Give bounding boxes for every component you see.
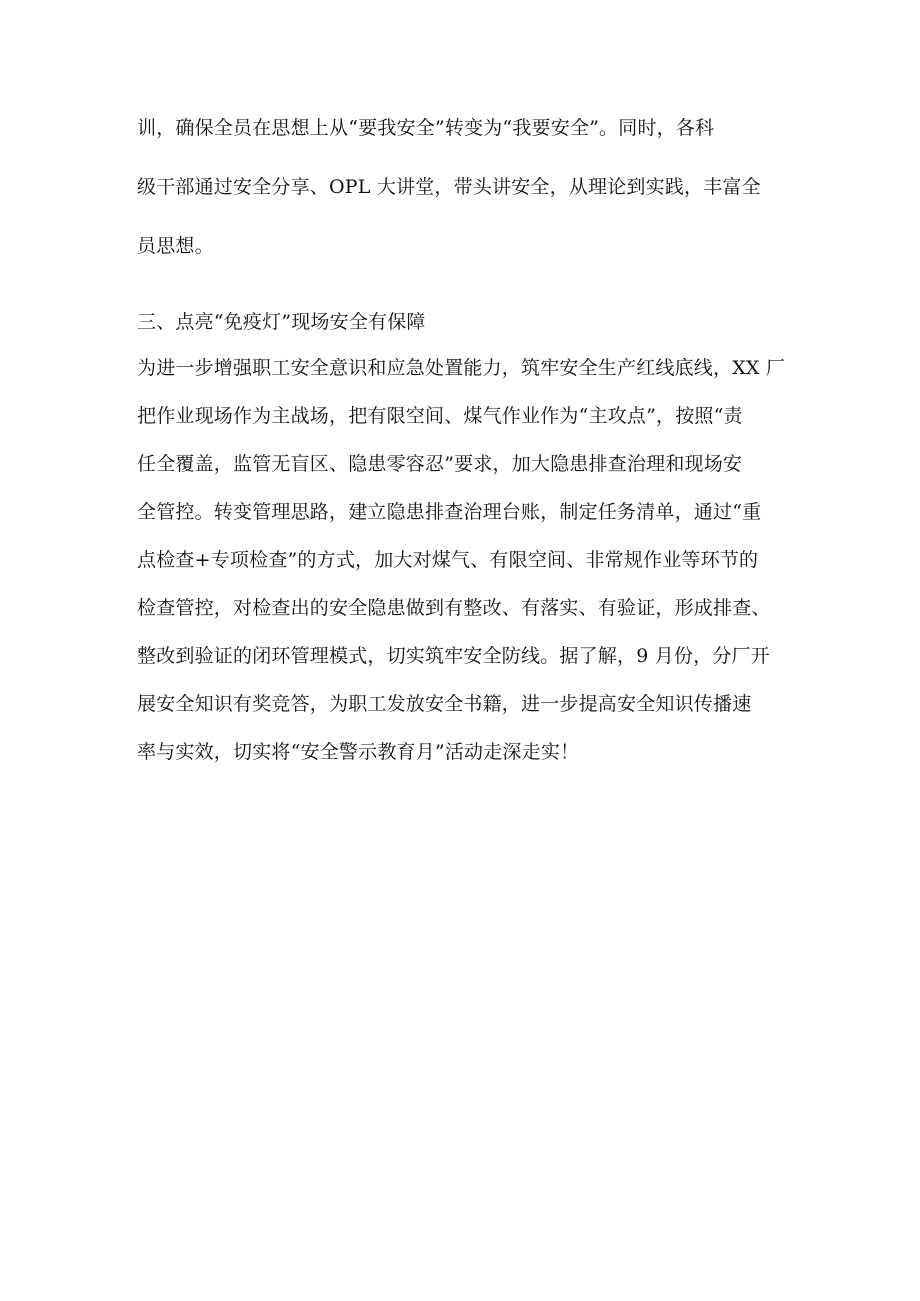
paragraph-1-line-2: 级干部通过安全分享、OPL 大讲堂，带头讲安全，从理论到实践，丰富全 <box>137 176 761 198</box>
paragraph-2-line-1: 为进一步增强职工安全意识和应急处置能力，筑牢安全生产红线底线，XX 厂 <box>137 357 786 379</box>
paragraph-2-line-5: 点检查+专项检查”的方式，加大对煤气、有限空间、非常规作业等环节的 <box>137 549 759 571</box>
paragraph-2-line-2: 把作业现场作为主战场，把有限空间、煤气作业作为“主攻点”，按照“责 <box>137 405 743 427</box>
paragraph-2-line-7: 整改到验证的闭环管理模式，切实筑牢安全防线。据了解，9 月份，分厂开 <box>137 645 770 667</box>
paragraph-1-line-1: 训，确保全员在思想上从“要我安全”转变为“我要安全”。同时，各科 <box>137 117 715 139</box>
section-heading: 三、点亮“免疫灯”现场安全有保障 <box>137 311 426 333</box>
paragraph-2-line-8: 展安全知识有奖竞答，为职工发放安全书籍，进一步提高安全知识传播速 <box>137 693 752 715</box>
paragraph-1-line-3: 员思想。 <box>137 235 214 257</box>
paragraph-2-line-4: 全管控。转变管理思路，建立隐患排查治理台账，制定任务清单，通过“重 <box>137 501 762 523</box>
paragraph-2-line-3: 任全覆盖，监管无盲区、隐患零容忍”要求，加大隐患排查治理和现场安 <box>137 453 743 475</box>
paragraph-2-line-6: 检查管控，对检查出的安全隐患做到有整改、有落实、有验证，形成排查、 <box>137 597 771 619</box>
paragraph-2-line-9: 率与实效，切实将“安全警示教育月”活动走深走实！ <box>137 741 580 763</box>
